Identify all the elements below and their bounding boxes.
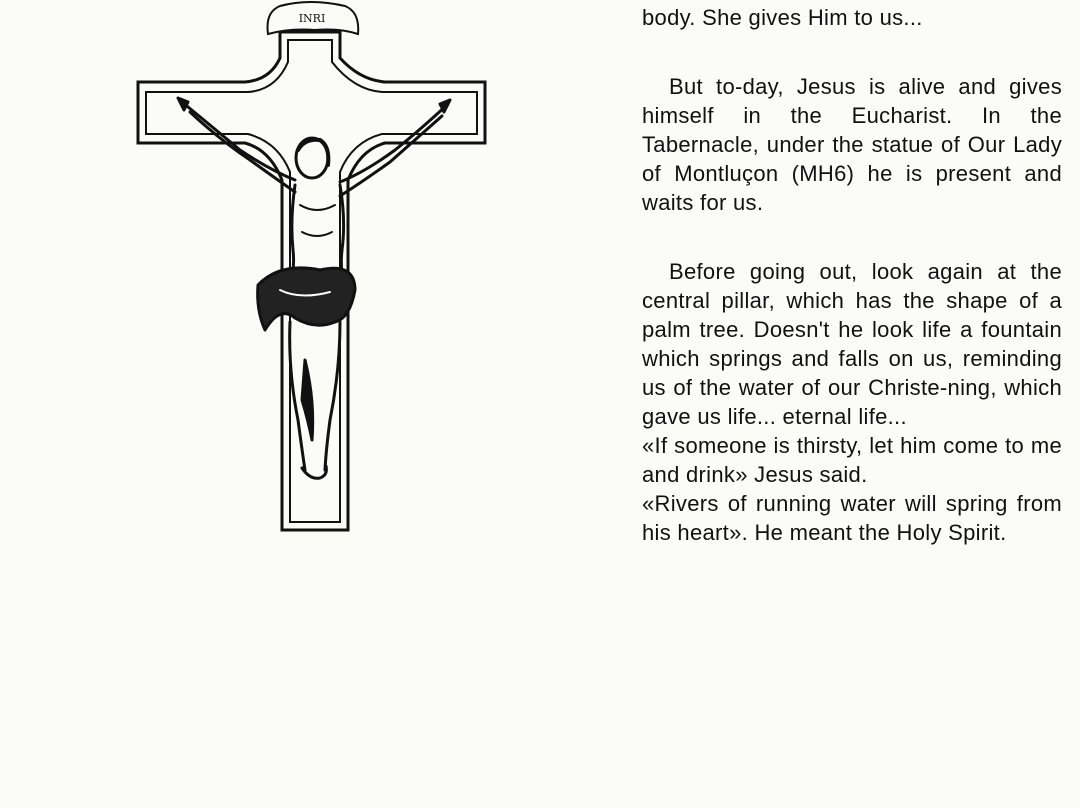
text-column bbox=[642, 0, 1062, 547]
paragraph-4: «Rivers of running water will spring from his heart». He meant the Holy Spirit. bbox=[642, 491, 1062, 545]
paragraph-1: But to-day, Jesus is alive and gives himself in the Eucharist. In the Tabernacle, under the statue of Our Lady of Montluçon (MH6) he is present and waits for us. bbox=[642, 74, 1062, 215]
paragraph-0: body. She gives Him to us... bbox=[642, 5, 923, 30]
corpus-figure bbox=[178, 98, 450, 478]
inri-plaque bbox=[268, 2, 359, 34]
inri-text: INRI bbox=[298, 12, 326, 25]
paragraph-2: Before going out, look again at the central pillar, which has the shape of a palm tree. Doesn't he look life a fountain which springs and falls on us, reminding us of the water of our Christe-ning, which gave us life... eternal life... bbox=[642, 259, 1062, 429]
crucifix-illustration bbox=[130, 0, 500, 540]
paragraph-3: «If someone is thirsty, let him come to me and drink» Jesus said. bbox=[642, 433, 1062, 487]
